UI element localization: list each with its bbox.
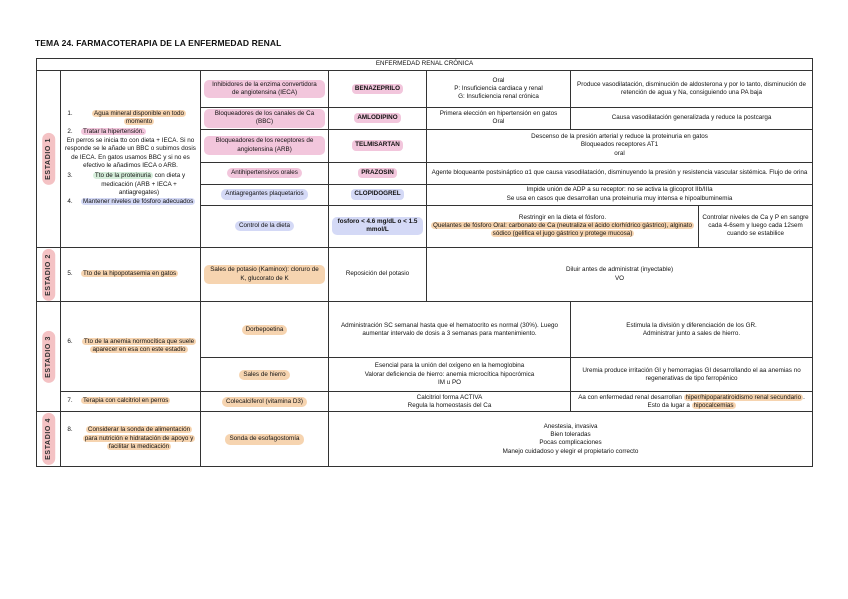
effect-benazeprilo: Produce vasodilatación, disminución de aldosterona y por lo tanto, disminución de retención de agua y Na, consiguiendo una PA baja: [571, 71, 813, 108]
stage-1-label: ESTADIO 1: [42, 133, 55, 185]
drug-class-esophagostomy: Sonda de esofagostomía: [201, 412, 329, 467]
effect-prazosin: Agente bloqueante postsináptico α1 que causa vasodilatación, disminuyendo la presión y resistencia vascular sistémica. Flujo de orina: [427, 162, 813, 184]
drug-class-bbc: Bloqueadores de los canales de Ca (BBC): [201, 108, 329, 130]
route-amlodipino: Primera elección en hipertensión en gatos Oral: [427, 108, 571, 130]
stage-2-objectives: [61, 247, 201, 302]
effect-clopidogrel: Impide unión de ADP a su receptor: no se activa la glicoprot IIb/IIIa Se usa en casos que desarrollan una proteinuria muy intensa e hipoalbuminemia: [427, 184, 813, 205]
dosing-darbepoetin: Administración SC semanal hasta que el hematocrito es normal (30%). Luego aumentar intervalo de dosis a 3 semanas para mantenimiento.: [329, 302, 571, 358]
diet-control-label: Control de la dieta: [201, 205, 329, 247]
drug-class-vitamin-d3: Colecalciferol (vitamina D3): [201, 392, 329, 412]
drug-class-ieca: Inhibidores de la enzima convertidora de angiotensina (IECA): [201, 71, 329, 108]
drug-telmisartan: TELMISARTAN: [329, 129, 427, 162]
objective-item: 6. Tto de la anemia normocítica que suele aparecer en esa con este estadio: [67, 338, 195, 354]
effect-potassium: Diluir antes de administrat (inyectable) VO: [427, 247, 813, 302]
drug-amlodipino: AMLODIPINO: [329, 108, 427, 130]
effect-darbepoetin: Estimula la división y diferenciación de los GR. Administrar junto a sales de hierro.: [571, 302, 813, 358]
stage-4-label: ESTADIO 4: [42, 413, 55, 465]
objective-item: 8. Considerar la sonda de alimentación para nutrición e hidratación de apoyo y facilitar la medicación: [67, 426, 194, 450]
objective-item: 4. Mantener niveles de fósforo adecuados: [67, 198, 194, 206]
drug-benazeprilo: BENAZEPRILO: [329, 71, 427, 108]
effect-iron: Uremia produce irritación GI y hemorragias GI desarrollando el aa anemias no regenerativas de tipo ferropénico: [571, 358, 813, 392]
stage-4-objectives: [61, 412, 201, 467]
drug-class-potassium: Sales de potasio (Kaminox): cloruro de K, glucorato de K: [201, 247, 329, 302]
stage-1-note: En perros se inicia tto con dieta + IECA. Si no responde se le añade un BBC o subimos dosis de IECA. En gatos usamos BBC y si no es efectivo le añadimos IECA o ARB.: [65, 137, 196, 169]
phosphorus-target: fosforo < 4.6 mg/dL o < 1.5 mmol/L: [329, 205, 427, 247]
objective-item: 5. Tto de la hipopotasemia en gatos: [67, 269, 177, 277]
dosing-calcitriol: Calcitriol forma ACTIVA Regula la homeostasis del Ca: [329, 392, 571, 412]
drug-class-antiplatelet: Antiagregantes plaquetarios: [201, 184, 329, 205]
effect-esophagostomy: Anestesia, invasiva Bien toleradas Pocas complicaciones Manejo cuidadoso y elegir el propietario correcto: [329, 412, 813, 467]
stage-3-objectives: [61, 302, 201, 392]
stage-2-label: ESTADIO 2: [42, 249, 55, 301]
route-benazeprilo: Oral P: Insuficiencia cardiaca y renal G: Insuficiencia renal crónica: [427, 71, 571, 108]
drug-class-iron: Sales de hierro: [201, 358, 329, 392]
stage-3-label: ESTADIO 3: [42, 331, 55, 383]
potassium-replacement: Reposición del potasio: [329, 247, 427, 302]
stage-4-cell: [37, 412, 61, 467]
table-header: ENFERMEDAD RENAL CRÓNICA: [37, 59, 813, 71]
page-title: TEMA 24. FARMACOTERAPIA DE LA ENFERMEDAD RENAL: [35, 38, 282, 48]
stage-3-objective-7: [61, 392, 201, 412]
objective-item: 2. Tratar la hipertensión.: [67, 127, 145, 135]
stage-2-cell: [37, 247, 61, 302]
objective-item: 7. Terapia con calcitriol en perros: [67, 397, 169, 405]
diet-monitoring: Controlar niveles de Ca y P en sangre cada 4-6sem y luego cada 12sem cuando se estabilice: [699, 205, 813, 247]
stage-1-cell: [37, 71, 61, 248]
drug-class-antihypertensive: Antihipertensivos orales: [201, 162, 329, 184]
effect-telmisartan: Descenso de la presión arterial y reduce la proteinuria en gatos Bloqueados receptores AT1 oral: [427, 129, 813, 162]
effect-amlodipino: Causa vasodilatación generalizada y reduce la postcarga: [571, 108, 813, 130]
stage-3-cell: [37, 302, 61, 412]
objective-item: 3. Tto de la proteinuria con dieta y medicación (ARB + IECA + antiagregates): [67, 172, 186, 196]
renal-disease-table: [36, 58, 813, 467]
dosing-iron: Esencial para la unión del oxígeno en la hemoglobina Valorar deficiencia de hierro: anemia microcítica hipocrómica IM u PO: [329, 358, 571, 392]
diet-restriction: Restringir en la dieta el fósforo. Quelantes de fósforo Oral: carbonato de Ca (neutraliza el ácido clorhídrico gástrico), alginato sódico (gelifica el jugo gástrico y protege mucosa): [427, 205, 699, 247]
stage-1-objectives: [61, 71, 201, 248]
effect-calcitriol: Aa con enfermedad renal desarrollan hiper/hipoparatiroidismo renal secundario . Esto da lugar a hipocalcemias: [571, 392, 813, 412]
objective-item: 1. Agua mineral disponible en todo momento: [67, 110, 184, 126]
drug-clopidogrel: CLOPIDOGREL: [329, 184, 427, 205]
drug-class-darbepoetin: Dorbepoetina: [201, 302, 329, 358]
drug-prazosin: PRAZOSIN: [329, 162, 427, 184]
drug-class-arb: Bloqueadores de los receptores de angiotensina (ARB): [201, 129, 329, 162]
